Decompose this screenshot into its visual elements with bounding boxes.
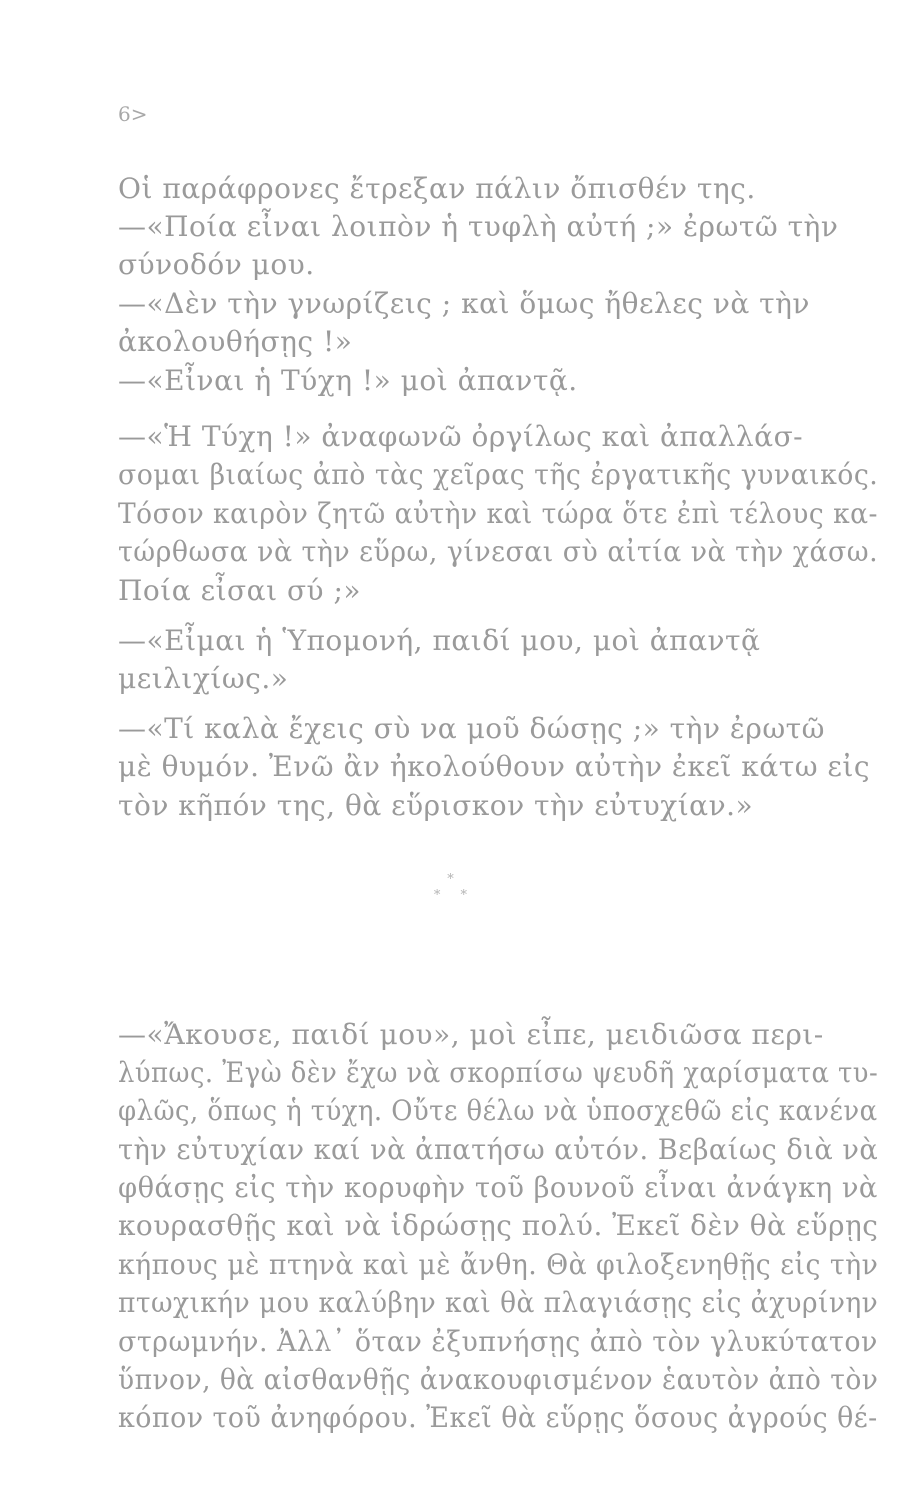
text-line: λύπως. Ἐγὼ δὲν ἔχω νὰ σκορπίσω ψευδῆ χαρίσματα τυ- (118, 1056, 879, 1089)
text-line: —«Εἶμαι ἡ Ὑπομονή, παιδί μου, μοὶ ἀπαντᾷ (118, 624, 761, 657)
text-line: —«Εἶναι ἡ Τύχη !» μοὶ ἀπαντᾷ. (118, 364, 578, 397)
text-line: Οἱ παράφρονες ἔτρεξαν πάλιν ὄπισθέν της. (118, 172, 756, 205)
asterism-top: * (447, 872, 462, 887)
text-line: κόπον τοῦ ἀνηφόρου. Ἐκεῖ θὰ εὕρῃς ὅσους ἀγρούς θέ- (118, 1401, 878, 1434)
text-line: φθάσῃς εἰς τὴν κορυφὴν τοῦ βουνοῦ εἶναι ἀνάγκη νὰ (118, 1171, 878, 1204)
text-line: ὕπνον, θὰ αἰσθανθῇς ἀνακουφισμένον ἑαυτὸν ἀπὸ τὸν (118, 1363, 879, 1396)
text-line: Τόσον καιρὸν ζητῶ αὐτὴν καὶ τώρα ὅτε ἐπὶ τέλους κα- (118, 497, 878, 530)
text-line: —«Ἄκουσε, παιδί μου», μοὶ εἶπε, μειδιῶσα περι- (118, 1018, 824, 1051)
text-line: μὲ θυμόν. Ἐνῶ ἂν ἠκολούθουν αὐτὴν ἐκεῖ κάτω εἰς (118, 750, 871, 783)
text-line: —«Τί καλὰ ἔχεις σὺ να μοῦ δώσῃς ;» τὴν ἐρωτῶ (118, 712, 826, 745)
text-line: κουρασθῇς καὶ νὰ ἱδρώσῃς πολύ. Ἐκεῖ δὲν θὰ εὕρῃς (118, 1209, 879, 1242)
text-line: —«Δὲν τὴν γνωρίζεις ; καὶ ὅμως ἤθελες νὰ τὴν (118, 287, 810, 320)
text-line: ἀκολουθήσῃς !» (118, 325, 353, 358)
text-line: φλῶς, ὅπως ἡ τύχη. Οὔτε θέλω νὰ ὑποσχεθῶ εἰς κανένα (118, 1094, 878, 1127)
text-line: τὴν εὐτυχίαν καί νὰ ἀπατήσω αὐτόν. Βεβαίως διὰ νὰ (118, 1133, 879, 1166)
text-line: σύνοδόν μου. (118, 248, 315, 281)
asterism-bottom: * * (433, 888, 476, 903)
page-number: 6> (118, 102, 148, 126)
text-line: πτωχικήν μου καλύβην καὶ θὰ πλαγιάσῃς εἰς ἀχυρίνην (118, 1286, 879, 1319)
text-line: —«Ἡ Τύχη !» ἀναφωνῶ ὀργίλως καὶ ἀπαλλάσ- (118, 420, 804, 453)
text-line: τώρθωσα νὰ τὴν εὕρω, γίνεσαι σὺ αἰτία νὰ τὴν χάσω. (118, 535, 879, 568)
text-line: στρωμνήν. Ἀλλ᾽ ὅταν ἐξυπνήσῃς ἀπὸ τὸν γλυκύτατον (118, 1325, 878, 1358)
text-line: σομαι βιαίως ἀπὸ τὰς χεῖρας τῆς ἐργατικῆς γυναικός. (118, 458, 879, 491)
text-line: Ποία εἶσαι σύ ;» (118, 574, 362, 607)
text-line: τὸν κῆπόν της, θὰ εὕρισκον τὴν εὐτυχίαν.» (118, 789, 754, 822)
text-line: μειλιχίως.» (118, 662, 289, 695)
text-line: κήπους μὲ πτηνὰ καὶ μὲ ἄνθη. Θὰ φιλοξενηθῇς εἰς τὴν (118, 1248, 879, 1281)
text-line: —«Ποία εἶναι λοιπὸν ἡ τυφλὴ αὐτή ;» ἐρωτῶ τὴν (118, 210, 839, 243)
